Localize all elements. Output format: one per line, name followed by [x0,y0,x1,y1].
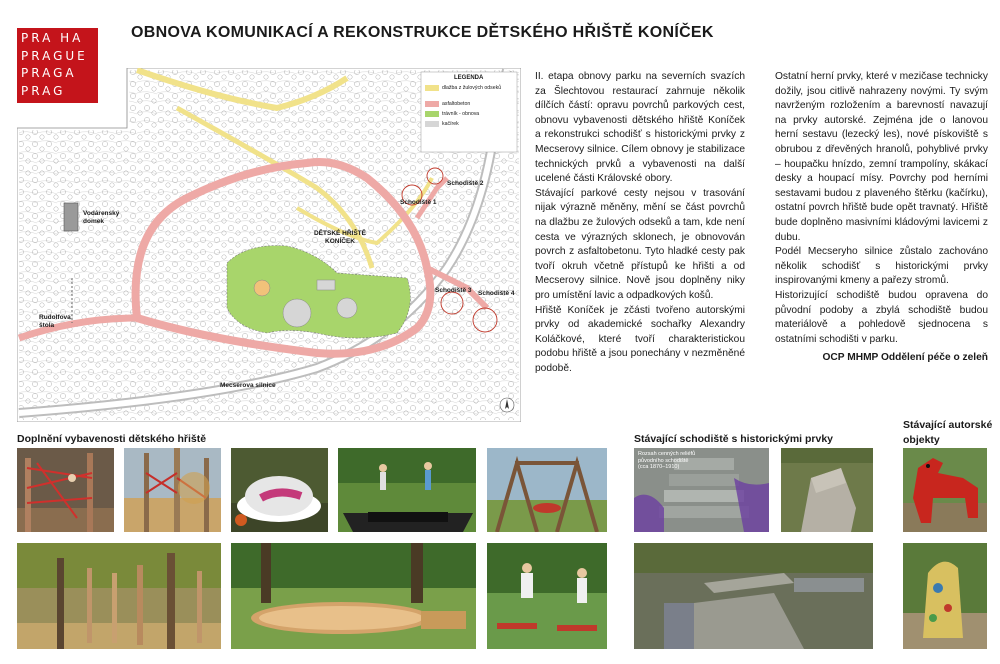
legend-swatch-gravel [425,121,439,127]
legend-label-asphalt: asfaltobeton [442,101,471,107]
map-label-vodarensky: Vodárenský domek [83,210,120,225]
legend-item-gravel [425,121,515,131]
paragraph-paths: Stávající parkové cesty nejsou v trasování nijak výrazně měněny, mění se část povrchů na dlažbu ze žulových odseků a tam, kde není cesta ve výrazných sklonech, je obnovován povrch z asfaltobetonu. Tyto hladké cesty pak tvoří okruh včetně přístupů ke hřišti a od Mecserovy silnice. Nově jsou doplněny niky pro umístění lavic a odpadkových košů. [535,187,745,301]
photo-historic-stairs-1 [634,448,769,532]
section-heading-author-objects [903,418,992,448]
section-heading-author-line-2: objekty [903,434,940,446]
paragraph-play-elements: Ostatní herní prvky, které v mezičase technicky dožily, jsou citlivě nahrazeny novými. Ty svým navrženým rozložením a barevností navazují na prvky autorské. Zejména jde o lanovou herní sestavu (lezecký les), nové pískoviště s obrubou z dřevěných hranolů, pohyblivé prvky – houpačku hnízdo, zemní trampolíny, skákací desky a houpací mísy. Povrchy pod herními sestavami budou z plaveného štěrku (kačírku), ostatní povrch hřiště bude opět travnatý. Hřiště bude doplněno masivními kládovými lavicemi z dubu. [775,71,988,243]
section-heading-playground: Doplnění vybavenosti dětského hřiště [17,433,207,445]
photo-historic-stairs-2 [781,448,873,532]
legend-swatch-asphalt [425,101,439,107]
text-column-1 [535,70,745,376]
paragraph-playground: Hřiště Koníček je zčásti tvořeno autorskými prvky od akademické sochařky Alexandry Koláčkové, které tvoří charakteristickou podobu hřiště a jsou ponechány v nezměněné podobě. [535,304,745,374]
paragraph-stairs: Podél Mecseryho silnice zůstalo zachováno několik schodišť s historickými prvky inspirovanými kmeny a pařezy stromů. [775,246,988,287]
photo-swing-bowl [231,448,328,532]
legend-title: LEGENDA [454,75,484,81]
map-label-mecserova: Mecserova silnice [220,382,276,389]
page-title: OBNOVA KOMUNIKACÍ A REKONSTRUKCE DĚTSKÉHO HŘIŠTĚ KONÍČEK [131,24,714,41]
legend-swatch-paving [425,85,439,91]
photo-nest-swing [487,448,607,532]
map-label-rudolfova: Rudolfova štola [39,314,71,329]
photo-historic-stairs-3 [634,543,873,649]
legend-label-paving: dlažba z žulových odseků [442,85,502,91]
map-label-playground: DĚTSKÉ HŘIŠTĚ KONÍČEK [313,230,366,245]
photo-caption-relief: Rozsah cenných reliéfů původního schodiště (cca 1870–1910) [638,451,696,470]
photo-horse-sculpture [903,448,987,532]
legend-item-lawn [425,111,515,121]
map-label-stairs-2: Schodiště 2 [447,180,484,187]
site-plan-map [17,68,521,422]
section-heading-author-line-1: Stávající autorské [903,419,993,431]
photo-trampoline [338,448,476,532]
legend-label-gravel: kačírek [442,121,459,127]
legend-label-lawn: trávník - obnova [442,111,480,117]
photo-climbing-forest [124,448,221,532]
legend-swatch-lawn [425,111,439,117]
logo-line-2: PRAGUE [21,48,88,63]
map-legend [425,85,515,131]
paragraph-stairs-repair: Historizující schodiště budou opravena do původní podoby a zbylá schodiště budou materiálově a pohledově sjednocena s ostatními schodišti v parku. [775,289,988,345]
photo-mosaic-sculpture [903,543,987,649]
photo-rope-climbing [17,448,114,532]
section-heading-stairs: Stávající schodiště s historickými prvky [634,433,834,445]
logo-line-4: PRAG [21,83,66,98]
legend-item-asphalt [425,101,515,111]
map-label-stairs-4: Schodiště 4 [478,290,515,297]
logo-line-3: PRAGA [21,66,77,80]
signature: OCP MHMP Oddělení péče o zeleň [822,352,988,364]
text-column-2 [775,70,988,366]
legend-item-paving [425,85,515,101]
paragraph-intro: II. etapa obnovy parku na severních svazích za Šlechtovou restaurací zahrnuje několik dílčích částí: opravu povrchů parkových cest, obnovu vybavenosti dětského hřiště Koníček a rekonstrukci schodišť s historickými prvky z Mecserovy silnice. Cílem obnovy je stabilizace technických prvků a vybavenosti na další ucelené části Královské obory. [535,71,745,185]
photo-balance-boards [487,543,607,649]
map-label-stairs-1: Schodiště 1 [400,199,437,206]
photo-sandpit [231,543,476,649]
logo-line-1: PRA HA [21,31,84,45]
map-label-stairs-3: Schodiště 3 [435,287,472,294]
photo-climbing-posts [17,543,221,649]
